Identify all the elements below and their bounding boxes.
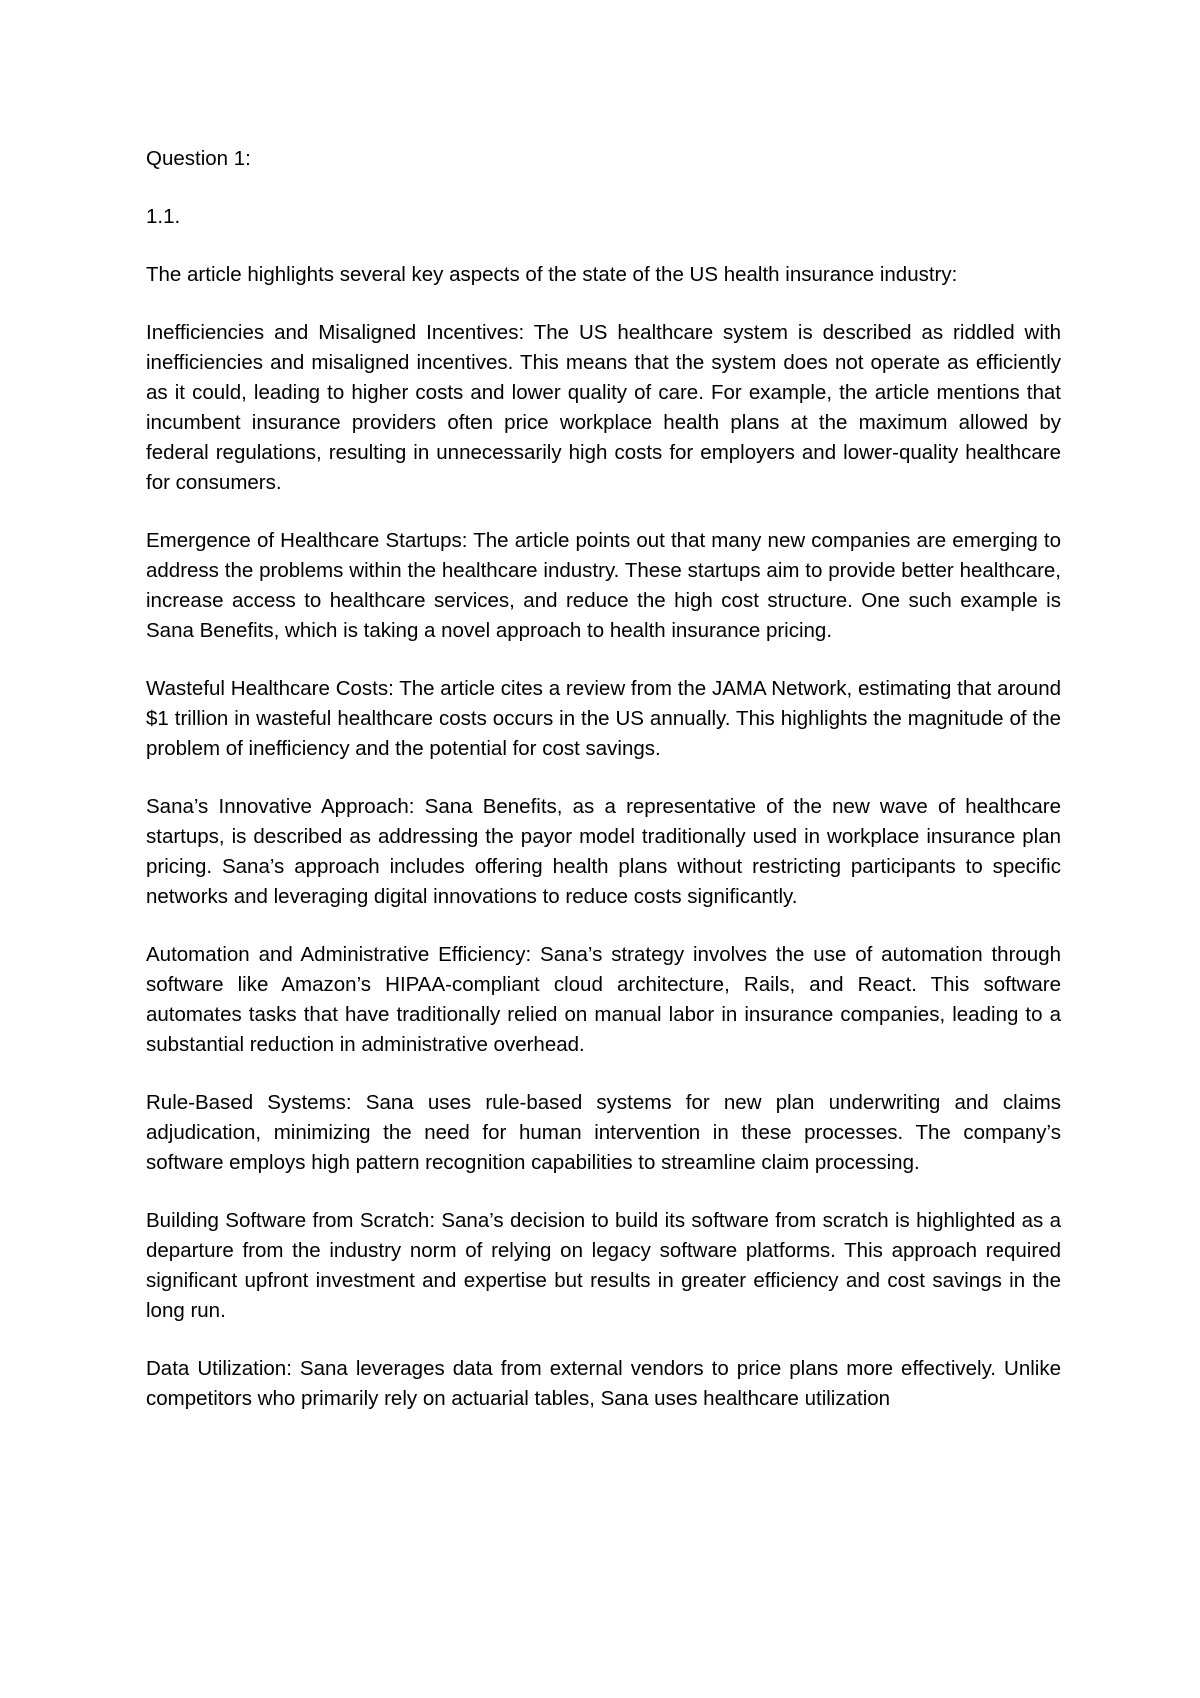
paragraph-automation: Automation and Administrative Efficiency: Sana’s strategy involves the use of automation through software like Amazon’s HIPAA-compliant cloud architecture, Rails, and React. This software automates tasks that have traditionally relied on manual labor in insurance companies, leading to a substantial reduction in administrative overhead. [146,943,1061,1056]
intro-paragraph: The article highlights several key aspects of the state of the US health insurance industry: [146,263,958,286]
question-heading: Question 1: [146,147,251,170]
paragraph-rule-based-systems: Rule-Based Systems: Sana uses rule-based systems for new plan underwriting and claims adjudication, minimizing the need for human intervention in these processes. The company’s software employs high pattern recognition capabilities to streamline claim processing. [146,1091,1061,1174]
paragraph-wasteful-costs: Wasteful Healthcare Costs: The article cites a review from the JAMA Network, estimating that around $1 trillion in wasteful healthcare costs occurs in the US annually. This highlights the magnitude of the problem of inefficiency and the potential for cost savings. [146,677,1061,760]
paragraph-healthcare-startups: Emergence of Healthcare Startups: The article points out that many new companies are emerging to address the problems within the healthcare industry. These startups aim to provide better healthcare, increase access to healthcare services, and reduce the high cost structure. One such example is Sana Benefits, which is taking a novel approach to health insurance pricing. [146,529,1061,642]
document-page [146,144,1061,1414]
paragraph-data-utilization: Data Utilization: Sana leverages data from external vendors to price plans more effectively. Unlike competitors who primarily rely on actuarial tables, Sana uses healthcare utilization [146,1357,1061,1410]
section-number: 1.1. [146,205,181,228]
paragraph-sana-approach: Sana’s Innovative Approach: Sana Benefits, as a representative of the new wave of healthcare startups, is described as addressing the payor model traditionally used in workplace insurance plan pricing. Sana’s approach includes offering health plans without restricting participants to specific networks and leveraging digital innovations to reduce costs significantly. [146,795,1061,908]
paragraph-inefficiencies: Inefficiencies and Misaligned Incentives: The US healthcare system is described as riddled with inefficiencies and misaligned incentives. This means that the system does not operate as efficiently as it could, leading to higher costs and lower quality of care. For example, the article mentions that incumbent insurance providers often price workplace health plans at the maximum allowed by federal regulations, resulting in unnecessarily high costs for employers and lower-quality healthcare for consumers. [146,321,1061,494]
paragraph-building-software: Building Software from Scratch: Sana’s decision to build its software from scratch is highlighted as a departure from the industry norm of relying on legacy software platforms. This approach required significant upfront investment and expertise but results in greater efficiency and cost savings in the long run. [146,1209,1061,1322]
